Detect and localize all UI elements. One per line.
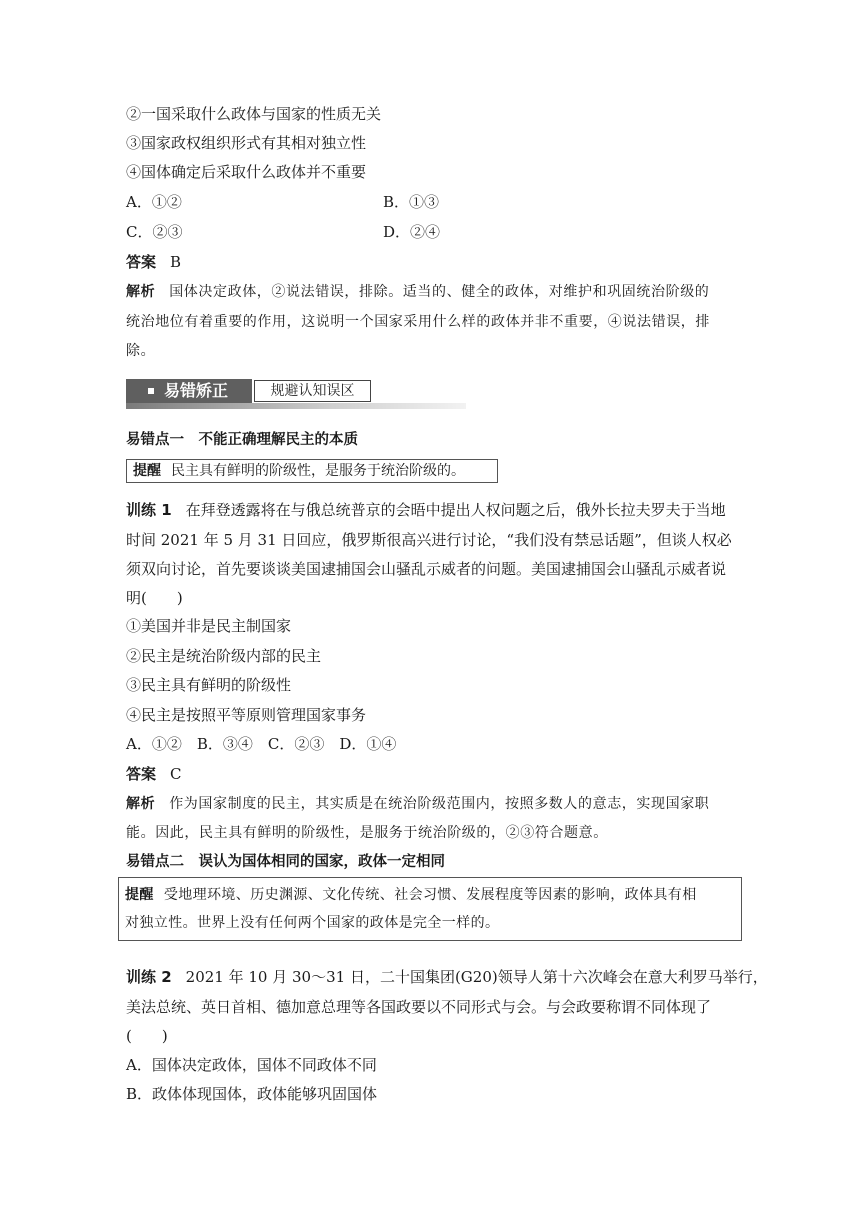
- training-1-text-2: 时间 2021 年 5 月 31 日回应，俄罗斯很高兴进行讨论，“我们没有禁忌话题”，但谈人权必: [126, 531, 732, 549]
- training-1-text-4: 明( ): [126, 589, 183, 607]
- banner-title: 易错矫正: [164, 381, 229, 400]
- training-2-choice-a: A．国体决定政体，国体不同政体不同: [126, 1056, 377, 1074]
- option-2: ②一国采取什么政体与国家的性质无关: [126, 105, 382, 123]
- answer-label: 答案: [126, 253, 157, 271]
- training-1-answer: [126, 763, 182, 785]
- banner-shadow: [126, 403, 466, 409]
- training-1-option-1: ①美国并非是民主制国家: [126, 617, 292, 635]
- tip-box-2: [118, 877, 742, 941]
- section-banner: [126, 379, 466, 407]
- answer-value: B: [170, 253, 182, 271]
- error-point-1-heading: 易错点一 不能正确理解民主的本质: [126, 432, 358, 448]
- training-1-line-1: [126, 499, 726, 521]
- training-1-option-3: ③民主具有鲜明的阶级性: [126, 676, 292, 694]
- error-point-2-heading: 易错点二 误认为国体相同的国家，政体一定相同: [126, 854, 445, 870]
- analysis-text-2: 统治地位有着重要的作用，这说明一个国家采用什么样的政体并非不重要，④说法错误，排: [126, 314, 710, 330]
- training-1-analysis: [126, 793, 709, 815]
- analysis-text-3: 除。: [126, 343, 156, 359]
- tip-box-1: [126, 459, 498, 483]
- choice-c: C．②③: [126, 223, 183, 241]
- tip-text: 民主具有鲜明的阶级性，是服务于统治阶级的。: [171, 463, 465, 479]
- banner-title-block: [126, 379, 252, 403]
- tip-line-1: [125, 881, 733, 909]
- square-bullet-icon: [148, 388, 154, 394]
- banner-subtitle: 规避认知误区: [254, 380, 371, 402]
- analysis-text-1: 国体决定政体，②说法错误，排除。适当的、健全的政体，对维护和巩固统治阶级的: [169, 284, 710, 300]
- tip-label: 提醒: [133, 463, 161, 479]
- training-2-line-1: [126, 966, 768, 988]
- tip-text-2: 对独立性。世界上没有任何两个国家的政体是完全一样的。: [125, 915, 500, 931]
- training-2-text-1: 2021 年 10 月 30～31 日，二十国集团(G20)领导人第十六次峰会在意大利罗马举行，: [185, 968, 768, 986]
- training-1-text-1: 在拜登透露将在与俄总统普京的会晤中提出人权问题之后，俄外长拉夫罗夫于当地: [185, 501, 726, 519]
- training-2-choice-b: B．政体体现国体，政体能够巩固国体: [126, 1085, 378, 1103]
- training-1-choices: A．①② B．③④ C．②③ D．①④: [126, 735, 397, 753]
- training-2-text-2: 美法总统、英日首相、德加意总理等各国政要以不同形式与会。与会政要称谓不同体现了: [126, 998, 712, 1016]
- training-1-text-3: 须双向讨论，首先要谈谈美国逮捕国会山骚乱示威者的问题。美国逮捕国会山骚乱示威者说: [126, 560, 727, 578]
- tip-text-1: 受地理环境、历史渊源、文化传统、社会习惯、发展程度等因素的影响，政体具有相: [163, 887, 697, 903]
- tip-label: 提醒: [125, 887, 154, 903]
- analysis-line: [126, 281, 709, 303]
- answer-line: [126, 251, 181, 273]
- training-2-text-3: ( ): [126, 1027, 168, 1045]
- choice-d: D．②④: [383, 223, 441, 241]
- training-1-option-4: ④民主是按照平等原则管理国家事务: [126, 706, 367, 724]
- option-3: ③国家政权组织形式有其相对独立性: [126, 134, 367, 152]
- training-2-label: 训练 2: [126, 968, 172, 986]
- answer-label: 答案: [126, 765, 157, 783]
- option-4: ④国体确定后采取什么政体并不重要: [126, 163, 367, 181]
- analysis-text-1: 作为国家制度的民主，其实质是在统治阶级范围内，按照多数人的意志，实现国家职: [169, 796, 710, 812]
- analysis-label: 解析: [126, 284, 156, 300]
- training-1-label: 训练 1: [126, 501, 172, 519]
- analysis-label: 解析: [126, 796, 156, 812]
- choice-b: B．①③: [383, 193, 440, 211]
- answer-value: C: [170, 765, 182, 783]
- choice-a: A．①②: [126, 193, 182, 211]
- analysis-text-2: 能。因此，民主具有鲜明的阶级性，是服务于统治阶级的，②③符合题意。: [126, 825, 608, 841]
- training-1-option-2: ②民主是统治阶级内部的民主: [126, 647, 322, 665]
